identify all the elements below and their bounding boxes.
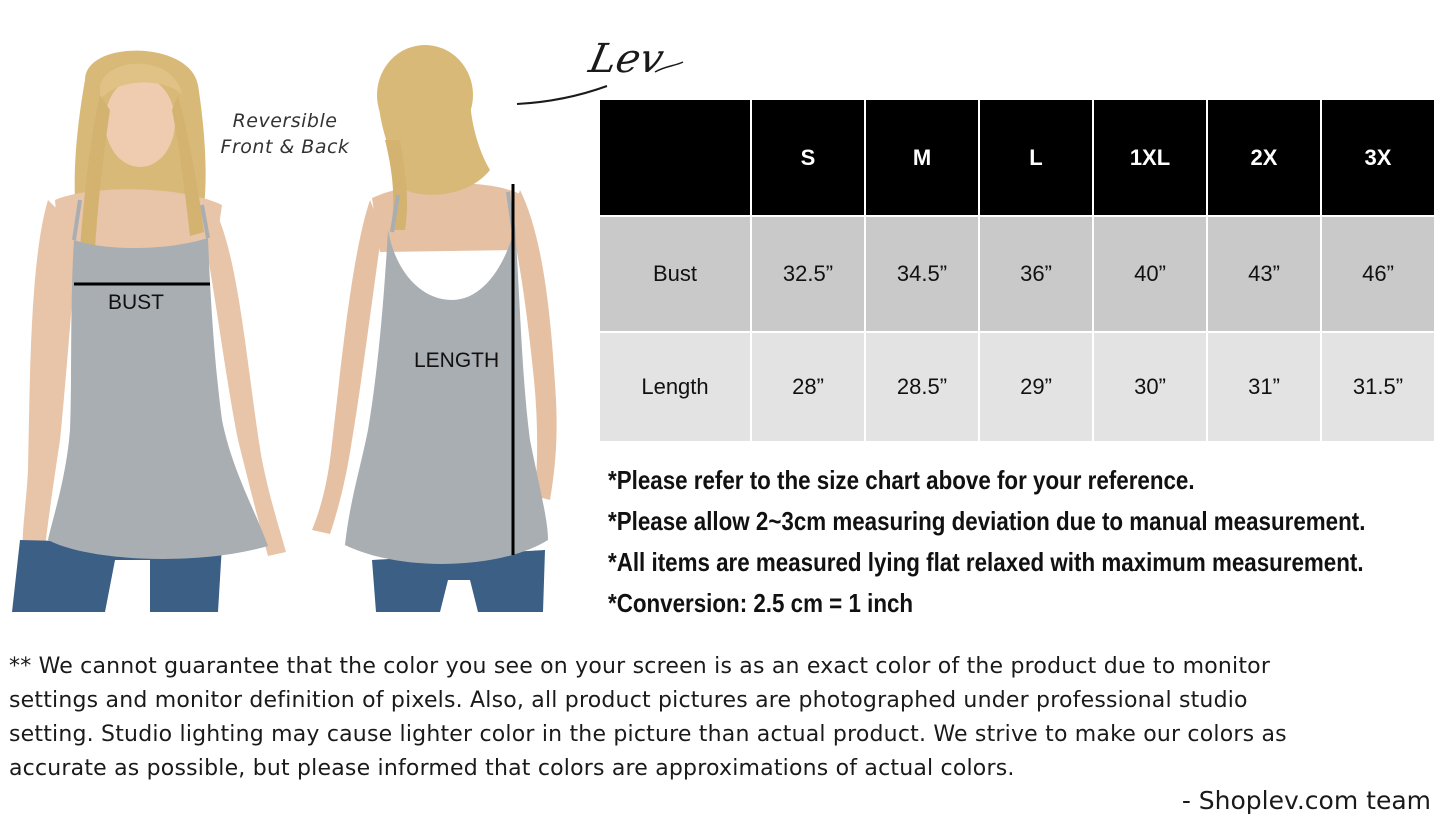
table-cell: 46” bbox=[1321, 216, 1435, 332]
color-disclaimer bbox=[9, 650, 1439, 786]
size-header-l: L bbox=[979, 99, 1093, 216]
row-label-bust: Bust bbox=[599, 216, 751, 332]
reversible-caption bbox=[200, 108, 370, 160]
product-photos bbox=[0, 0, 590, 620]
table-row-length bbox=[599, 332, 1435, 442]
reversible-line-2: Front & Back bbox=[220, 136, 350, 158]
size-header-1xl: 1XL bbox=[1093, 99, 1207, 216]
size-header-2x: 2X bbox=[1207, 99, 1321, 216]
table-cell: 29” bbox=[979, 332, 1093, 442]
table-cell: 32.5” bbox=[751, 216, 865, 332]
note-deviation: *Please allow 2~3cm measuring deviation due to manual measurement. bbox=[608, 506, 1366, 536]
table-cell: 43” bbox=[1207, 216, 1321, 332]
signature: - Shoplev.com team bbox=[1181, 786, 1431, 815]
table-row-bust bbox=[599, 216, 1435, 332]
row-label-length: Length bbox=[599, 332, 751, 442]
table-cell: 30” bbox=[1093, 332, 1207, 442]
note-conversion: *Conversion: 2.5 cm = 1 inch bbox=[608, 588, 914, 618]
length-label: LENGTH bbox=[414, 349, 500, 372]
table-cell: 40” bbox=[1093, 216, 1207, 332]
note-reference: *Please refer to the size chart above for your reference. bbox=[608, 465, 1195, 495]
bust-label: BUST bbox=[108, 291, 165, 314]
disclaimer-line: accurate as possible, but please informed that colors are approximations of actual colors. bbox=[9, 756, 1015, 781]
table-header-row bbox=[599, 99, 1435, 216]
size-header-s: S bbox=[751, 99, 865, 216]
reversible-line-1: Reversible bbox=[232, 110, 338, 132]
disclaimer-line: ** We cannot guarantee that the color you see on your screen is as an exact color of the product due to monitor bbox=[9, 654, 1271, 679]
table-cell: 28” bbox=[751, 332, 865, 442]
disclaimer-line: setting. Studio lighting may cause lighter color in the picture than actual product. We strive to make our colors as bbox=[9, 722, 1287, 747]
size-chart-table bbox=[598, 98, 1436, 443]
table-cell: 36” bbox=[979, 216, 1093, 332]
table-cell: 31” bbox=[1207, 332, 1321, 442]
brand-logo: Lev bbox=[585, 36, 668, 82]
header-corner-cell bbox=[599, 99, 751, 216]
table-cell: 34.5” bbox=[865, 216, 979, 332]
disclaimer-line: settings and monitor definition of pixels. Also, all product pictures are photographed under professional studio bbox=[9, 688, 1248, 713]
size-header-3x: 3X bbox=[1321, 99, 1435, 216]
table-cell: 28.5” bbox=[865, 332, 979, 442]
size-notes bbox=[608, 460, 1438, 624]
table-cell: 31.5” bbox=[1321, 332, 1435, 442]
note-lying-flat: *All items are measured lying flat relaxed with maximum measurement. bbox=[608, 547, 1364, 577]
size-header-m: M bbox=[865, 99, 979, 216]
